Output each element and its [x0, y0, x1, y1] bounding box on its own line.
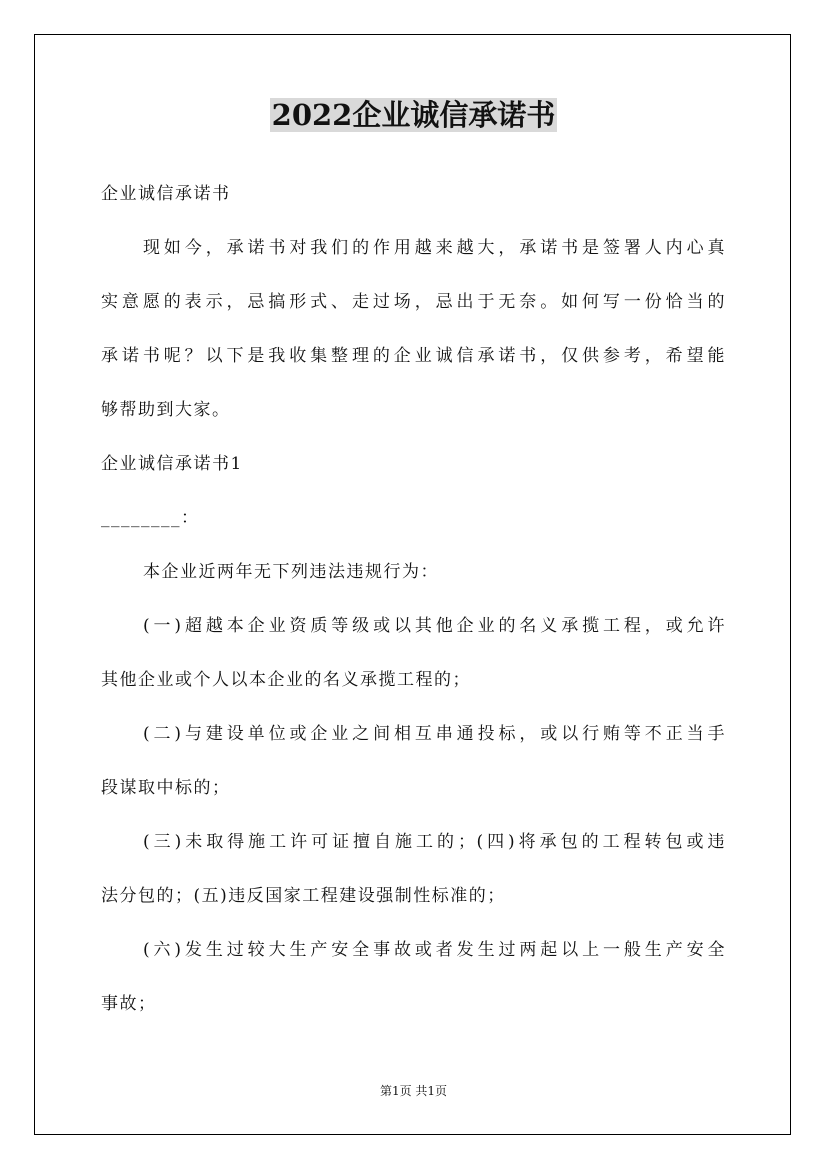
list-item-continued: 其他企业或个人以本企业的名义承揽工程的；: [101, 670, 471, 690]
intro-line: 够帮助到大家。: [101, 400, 231, 420]
intro-line: 承诺书呢？以下是我收集整理的企业诚信承诺书，仅供参考，希望能: [101, 346, 726, 366]
list-item: (一)超越本企业资质等级或以其他企业的名义承揽工程，或允许: [143, 616, 726, 636]
intro-line: 现如今，承诺书对我们的作用越来越大，承诺书是签署人内心真: [143, 238, 726, 258]
list-item: (三)未取得施工许可证擅自施工的；(四)将承包的工程转包或违: [143, 832, 726, 852]
intro-line: 实意愿的表示，忌搞形式、走过场，忌出于无奈。如何写一份恰当的: [101, 292, 726, 312]
document-title-text: 2022企业诚信承诺书: [271, 98, 556, 132]
statement: 本企业近两年无下列违法违规行为：: [143, 562, 439, 582]
page-footer: 第1页 共1页: [379, 1084, 448, 1098]
heading: 企业诚信承诺书: [101, 184, 231, 204]
list-item: (六)发生过较大生产安全事故或者发生过两起以上一般生产安全: [143, 940, 726, 960]
document-title: [101, 95, 726, 135]
list-item-continued: 事故；: [101, 994, 157, 1014]
list-item-continued: 法分包的；(五)违反国家工程建设强制性标准的；: [101, 886, 506, 906]
list-item-continued: 段谋取中标的；: [101, 778, 231, 798]
list-item: (二)与建设单位或企业之间相互串通投标，或以行贿等不正当手: [143, 724, 726, 744]
addressee-line: ________：: [101, 508, 200, 528]
section-title: 企业诚信承诺书1: [101, 454, 243, 474]
document-body: [101, 95, 726, 1031]
